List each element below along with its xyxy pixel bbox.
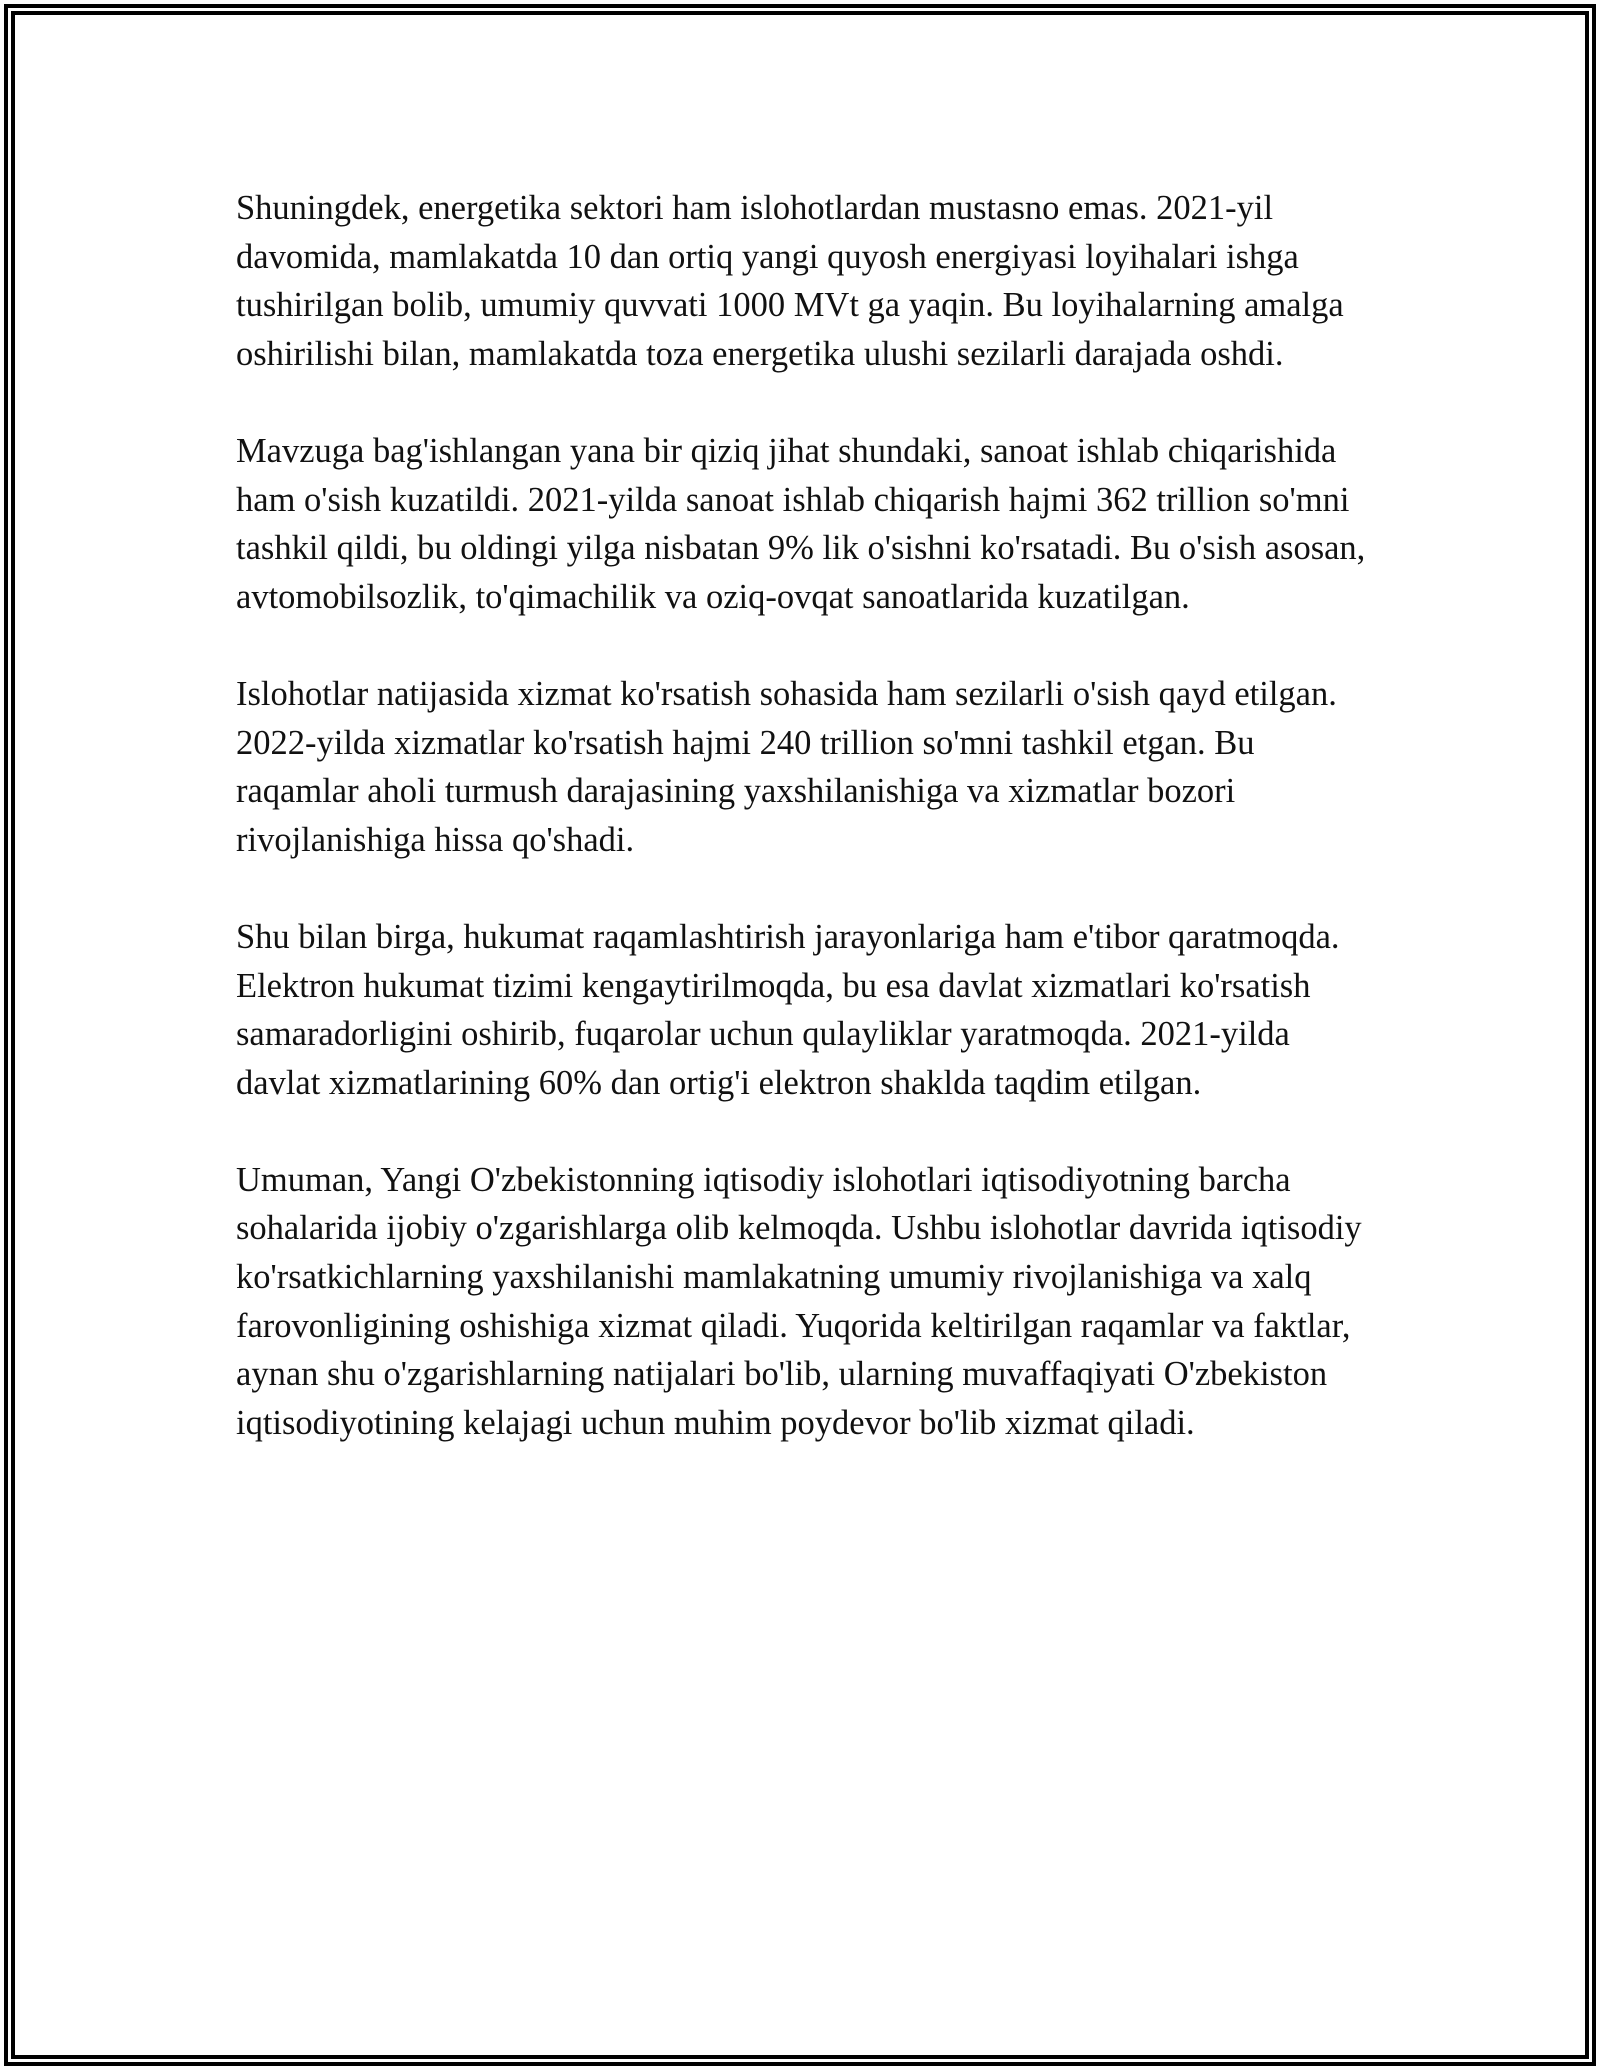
paragraph-digitalization: Shu bilan birga, hukumat raqamlashtirish jarayonlariga ham e'tibor qaratmoqda. Elektron hukumat tizimi kengaytirilmoqda, bu esa davlat xizmatlari ko'rsatish samaradorligini oshirib, fuqarolar uchun qulayliklar yaratmoqda. 2021-yilda davlat xizmatlarining 60% dan ortig'i elektron shaklda taqdim etilgan. — [236, 917, 1340, 1102]
paragraph-conclusion: Umuman, Yangi O'zbekistonning iqtisodiy islohotlari iqtisodiyotning barcha sohalarida ijobiy o'zgarishlarga olib kelmoqda. Ushbu islohotlar davrida iqtisodiy ko'rsatkichlarning yaxshilanishi mamlakatning umumiy rivojlanishiga va xalq farovonligining oshishiga xizmat qiladi. Yuqorida keltirilgan raqamlar va faktlar, aynan shu o'zgarishlarning natijalari bo'lib, ularning muvaffaqiyati O'zbekiston iqtisodiyotining kelajagi uchun muhim poydevor bo'lib xizmat qiladi. — [236, 1160, 1362, 1442]
paragraph-services: Islohotlar natijasida xizmat ko'rsatish sohasida ham sezilarli o'sish qayd etilgan. 2022-yilda xizmatlar ko'rsatish hajmi 240 trillion so'mni tashkil etgan. Bu raqamlar aholi turmush darajasining yaxshilanishiga va xizmatlar bozori rivojlanishiga hissa qo'shadi. — [236, 674, 1337, 859]
document-body — [236, 184, 1376, 1496]
paragraph-industry: Mavzuga bag'ishlangan yana bir qiziq jihat shundaki, sanoat ishlab chiqarishida ham o'sish kuzatildi. 2021-yilda sanoat ishlab chiqarish hajmi 362 trillion so'mni tashkil qildi, bu oldingi yilga nisbatan 9% lik o'sishni ko'rsatadi. Bu o'sish asosan, avtomobilsozlik, to'qimachilik va oziq-ovqat sanoatlarida kuzatilgan. — [236, 431, 1366, 616]
paragraph-energy: Shuningdek, energetika sektori ham islohotlardan mustasno emas. 2021-yil davomida, mamlakatda 10 dan ortiq yangi quyosh energiyasi loyihalari ishga tushirilgan bolib, umumiy quvvati 1000 MVt ga yaqin. Bu loyihalarning amalga oshirilishi bilan, mamlakatda toza energetika ulushi sezilarli darajada oshdi. — [236, 189, 1344, 373]
